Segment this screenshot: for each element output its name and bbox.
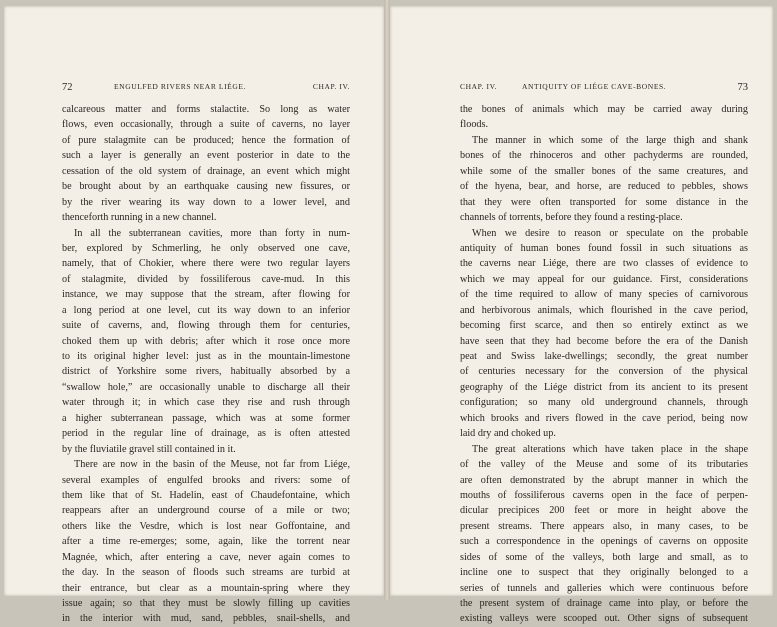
left-running-header [62,82,350,96]
left-text-line: issue again; so that they must be slowly filling up cavities [62,598,350,609]
left-text-line: them like that of St. Hadelin, east of Chaudefontaine, which [62,489,350,501]
right-text-line: sides of some of the valleys, both large and small, as to [460,551,748,563]
right-chapter-label: CHAP. IV. [460,82,498,91]
left-text-line: reappears after an underground course of a mile or two; [62,505,350,517]
right-text-line: the present system of drainage came into play, or before the [460,598,748,609]
right-text-line: are often demonstrated by the abrupt manner in which the [460,474,748,486]
right-text-line: antiquity of human bones found fossil in such situations as [460,242,748,254]
left-text-line: suite of caverns, and, flowing through them for centuries, [62,320,350,332]
left-text-line: flows, even occasionally, through a suite of caverns, no layer [62,119,350,131]
left-text-line: by the river wearing its way down to a lower level, and [62,196,350,208]
left-text-line: in the interior with mud, sand, pebbles, snail-shells, and [62,613,350,625]
left-text-line: Magnée, which, after entering a cave, never again comes to [62,551,350,563]
left-text-line: after a time re-emerges; some, again, like the torrent near [62,536,350,548]
right-text-line: of the hyena, bear, and horse, are reduced to pebbles, shows [460,181,748,193]
left-page [4,6,384,625]
right-text-line: The great alterations which have taken place in the shape [472,443,748,455]
left-text-line: cessation of the old system of drainage, an event which might [62,165,350,177]
right-text-line: mouths of fossiliferous caverns open in the face of perpen- [460,489,748,501]
right-text-line: bones of the rhinoceros and other pachyderms are rounded, [460,150,748,162]
left-text-line: namely, that of Chokier, where there were two regular layers [62,258,350,270]
right-text-line: dicular precipices 200 feet or more in height above the [460,505,748,517]
left-page-number: 72 [62,82,73,93]
right-text-line: of the valley of the Meuse and some of its tributaries [460,459,748,471]
left-text-line: period in the regular line of drainage, as is often attested [62,428,350,440]
left-text-line: In all the subterranean cavities, more than forty in num- [74,227,350,239]
right-text-line: When we desire to reason or speculate on the probable [472,227,748,239]
right-text-line: The manner in which some of the large thigh and shank [472,134,748,146]
right-body-text [460,102,748,627]
right-page [390,6,773,625]
left-text-line: be brought about by an earthquake causing new fissures, or [62,181,350,193]
right-text-line: and herbivorous animals, which flourished in the cave period, [460,304,748,316]
left-text-line: water through it; in which case they rise and rush through [62,397,350,409]
right-text-line: of centuries necessary for the conversion of the physical [460,366,748,378]
right-text-line: configuration; so many old underground channels, through [460,397,748,409]
left-text-line: ber, explored by Schmerling, he only observed one cave, [62,242,350,254]
right-text-line: incline one to suspect that they originally belonged to a [460,567,748,579]
left-text-line: calcareous matter and forms stalactite. So long as water [62,104,350,115]
right-text-line: peat and Swiss lake-dwellings; secondly, the great number [460,351,748,362]
left-chapter-label: CHAP. IV. [312,82,350,91]
left-text-line: thenceforth running in a new channel. [62,212,217,224]
right-text-line: which brooks and rivers flowed in the cave period, being now [460,412,748,424]
right-running-header [460,82,748,96]
left-text-line: such a layer is generally an event posterior in date to the [62,150,350,162]
left-body-text [62,102,350,627]
right-text-line: the caverns near Liége, there are two classes of evidence to [460,258,748,270]
right-text-line: laid dry and choked up. [460,428,556,440]
right-text-line: series of tunnels and galleries which were continuous before [460,582,748,594]
right-text-line: have seen that they had become before the era of the Danish [460,335,748,347]
left-text-line: choked them up with debris; after which it rose once more [62,335,350,347]
left-text-line: others like the Vesdre, which is lost near Goffontaine, and [62,520,350,532]
left-text-line: their entrance, but clear as a mountain-spring where they [62,582,350,594]
left-text-line: to its original higher level: just as in the mountain-limestone [62,351,350,362]
right-text-line: that they were often transported for some distance in the [460,196,748,208]
right-page-number: 73 [737,82,748,93]
left-text-line: district of Yorkshire some rivers, habitually absorbed by a [62,366,350,378]
left-text-line: a higher subterranean passage, which was at some former [62,412,350,424]
right-text-line: floods. [460,119,489,131]
left-text-line: instance, we may suppose that the stream, after flowing for [62,289,350,301]
right-text-line: such a correspondence in the openings of caverns on opposite [460,536,748,548]
right-text-line: the bones of animals which may be carried away during [460,104,748,115]
right-text-line: channels of torrents, before they found a resting-place. [460,212,683,224]
left-text-line: by the fluviatile gravel still contained in it. [62,443,236,455]
right-text-line: while some of the smaller bones of the same creatures, and [460,165,748,177]
left-text-line: of pure stalagmite can be produced; hence the formation of [62,134,350,146]
left-text-line: There are now in the basin of the Meuse, not far from Liége, [74,459,350,471]
right-running-title: ANTIQUITY OF LIÉGE CAVE-BONES. [522,82,667,91]
right-text-line: of the time required to allow of many species of carnivorous [460,289,748,301]
right-text-line: present streams. There appears also, in many cases, to be [460,520,748,532]
left-text-line: the day. In the season of floods such streams are turbid at [62,567,350,579]
left-text-line: “swallow hole,” are occasionally unable to discharge all their [62,381,350,393]
left-text-line: a long period at one level, cut its way down to an inferior [62,304,350,316]
left-running-title: ENGULFED RIVERS NEAR LIÉGE. [114,82,247,91]
right-text-line: becoming first scarce, and then so entirely extinct as we [460,320,748,332]
left-text-line: several examples of engulfed brooks and rivers: some of [62,474,350,486]
right-text-line: geography of the Liége district from its ancient to its present [460,381,748,393]
left-text-line: of stalagmite, divided by fossiliferous cave-mud. In this [62,273,350,285]
right-text-line: existing valleys were scooped out. Other signs of subsequent [460,613,748,625]
right-text-line: which we may appeal for our guidance. First, considerations [460,273,748,285]
